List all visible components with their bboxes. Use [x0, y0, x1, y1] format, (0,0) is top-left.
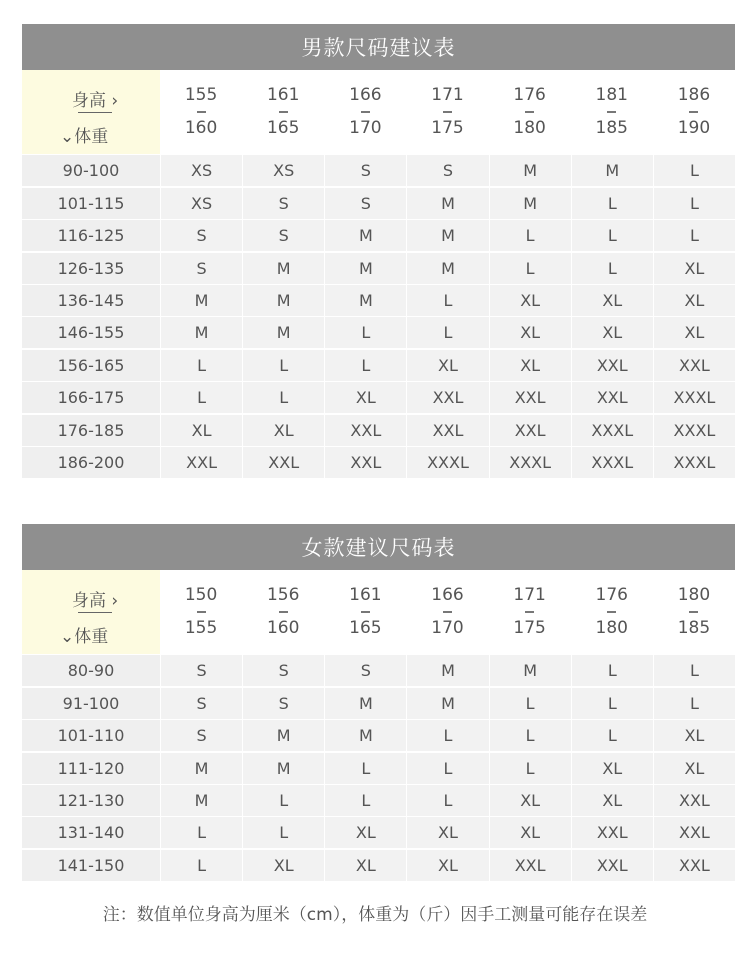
size-cell: M [407, 220, 488, 251]
size-cell: S [243, 688, 324, 719]
size-cell: XXL [243, 447, 324, 478]
table-row [22, 350, 735, 381]
weight-range-cell: 176-185 [22, 415, 160, 446]
height-range-from: 186 [677, 85, 711, 105]
size-cell: XL [325, 817, 406, 848]
height-axis-label: 身高 › [72, 591, 119, 611]
size-cell: L [325, 350, 406, 381]
size-cell: L [654, 220, 735, 251]
size-cell: XXL [490, 415, 571, 446]
size-cell: L [572, 253, 653, 284]
size-cell: XL [490, 285, 571, 316]
size-cell: L [243, 785, 324, 816]
size-cell: XXL [654, 850, 735, 881]
table-row [22, 317, 735, 348]
height-range-header [324, 70, 406, 154]
size-cell: L [161, 382, 242, 413]
size-cell: S [161, 688, 242, 719]
table-row [22, 415, 735, 446]
size-cell: XL [490, 817, 571, 848]
range-dash [279, 611, 288, 613]
size-cell: L [407, 785, 488, 816]
size-cell: S [161, 655, 242, 686]
height-range-header [489, 570, 571, 654]
size-cell: M [407, 688, 488, 719]
size-cell: XL [407, 850, 488, 881]
weight-range-cell: 101-110 [22, 720, 160, 751]
size-cell: L [243, 817, 324, 848]
size-cell: L [654, 655, 735, 686]
weight-range-cell: 156-165 [22, 350, 160, 381]
size-cell: M [407, 655, 488, 686]
size-cell: XL [654, 720, 735, 751]
size-cell: M [325, 220, 406, 251]
size-cell: L [490, 253, 571, 284]
table-row [22, 655, 735, 686]
size-cell: XXXL [572, 447, 653, 478]
height-range-from: 171 [513, 585, 546, 605]
size-cell: L [654, 688, 735, 719]
size-cell: M [243, 720, 324, 751]
size-cell: L [654, 188, 735, 219]
height-range-from: 176 [513, 85, 546, 105]
size-cell: M [490, 188, 571, 219]
size-cell: L [161, 350, 242, 381]
size-cell: XL [572, 317, 653, 348]
table-row [22, 850, 735, 881]
table-row [22, 253, 735, 284]
measurement-note: 注：数值单位身高为厘米（cm），体重为（斤）因手工测量可能存在误差 [102, 905, 648, 925]
size-cell: M [161, 753, 242, 784]
size-cell: XXL [572, 817, 653, 848]
size-cell: XL [325, 382, 406, 413]
range-dash [443, 611, 452, 613]
size-cell: XXL [325, 447, 406, 478]
size-cell: XXL [654, 350, 735, 381]
size-cell: XL [325, 850, 406, 881]
height-range-header [406, 70, 488, 154]
size-cell: M [161, 285, 242, 316]
weight-range-cell: 121-130 [22, 785, 160, 816]
size-cell: XXL [407, 415, 488, 446]
men-corner-cell [22, 70, 160, 154]
size-cell: L [572, 188, 653, 219]
size-cell: XL [490, 317, 571, 348]
size-cell: XL [572, 285, 653, 316]
size-cell: S [243, 220, 324, 251]
size-cell: L [407, 720, 488, 751]
size-cell: XXL [407, 382, 488, 413]
weight-range-cell: 186-200 [22, 447, 160, 478]
size-cell: XXL [572, 350, 653, 381]
size-cell: S [243, 188, 324, 219]
table-row [22, 155, 735, 186]
range-dash [197, 611, 206, 613]
height-range-to: 185 [595, 118, 628, 138]
height-range-to: 175 [513, 618, 546, 638]
weight-range-cell: 141-150 [22, 850, 160, 881]
table-row [22, 285, 735, 316]
size-cell: M [243, 253, 324, 284]
size-cell: L [325, 317, 406, 348]
men-header-row [22, 70, 735, 154]
size-cell: XL [654, 317, 735, 348]
women-header-row [22, 570, 735, 654]
size-cell: XXXL [654, 447, 735, 478]
height-range-from: 180 [677, 585, 711, 605]
height-range-from: 171 [431, 85, 464, 105]
height-range-to: 185 [677, 618, 711, 638]
height-range-header [571, 570, 653, 654]
table-row [22, 753, 735, 784]
women-table-title: 女款建议尺码表 [22, 524, 735, 570]
height-range-from: 150 [184, 585, 218, 605]
size-cell: XL [654, 285, 735, 316]
weight-range-cell: 111-120 [22, 753, 160, 784]
size-cell: XS [161, 155, 242, 186]
size-cell: XL [572, 785, 653, 816]
size-cell: XL [654, 753, 735, 784]
height-range-header [160, 570, 242, 654]
weight-axis-label: ⌄体重 [60, 127, 109, 147]
size-cell: L [490, 688, 571, 719]
range-dash [525, 611, 534, 613]
weight-axis-label: ⌄体重 [60, 627, 109, 647]
height-range-from: 156 [266, 585, 300, 605]
range-dash [689, 111, 698, 113]
size-cell: S [407, 155, 488, 186]
table-row [22, 447, 735, 478]
height-range-from: 155 [184, 85, 218, 105]
corner-divider [78, 612, 112, 613]
size-cell: S [161, 220, 242, 251]
women-size-table [22, 524, 735, 881]
size-cell: XL [490, 350, 571, 381]
height-range-to: 155 [184, 618, 218, 638]
table-row [22, 817, 735, 848]
size-cell: S [325, 188, 406, 219]
size-cell: L [572, 688, 653, 719]
height-range-to: 180 [595, 618, 628, 638]
height-range-header [242, 70, 324, 154]
size-cell: XXL [572, 850, 653, 881]
height-range-header [160, 70, 242, 154]
size-cell: XXL [325, 415, 406, 446]
size-cell: L [407, 317, 488, 348]
size-cell: M [325, 285, 406, 316]
height-range-header [571, 70, 653, 154]
size-cell: L [490, 753, 571, 784]
range-dash [197, 111, 206, 113]
size-cell: XXL [654, 817, 735, 848]
weight-range-cell: 90-100 [22, 155, 160, 186]
size-cell: L [572, 655, 653, 686]
size-cell: L [243, 350, 324, 381]
men-table-title: 男款尺码建议表 [22, 24, 735, 70]
size-cell: L [572, 720, 653, 751]
height-range-from: 166 [431, 585, 464, 605]
size-cell: XXL [161, 447, 242, 478]
range-dash [361, 611, 370, 613]
size-cell: XXL [572, 382, 653, 413]
height-range-to: 170 [431, 618, 464, 638]
size-cell: XL [572, 753, 653, 784]
size-cell: XL [407, 817, 488, 848]
height-range-from: 161 [266, 85, 300, 105]
weight-range-cell: 166-175 [22, 382, 160, 413]
size-cell: M [407, 188, 488, 219]
size-cell: XL [161, 415, 242, 446]
height-range-from: 161 [349, 585, 382, 605]
size-cell: XL [654, 253, 735, 284]
range-dash [607, 111, 616, 113]
weight-range-cell: 80-90 [22, 655, 160, 686]
height-range-header [489, 70, 571, 154]
women-corner-cell [22, 570, 160, 654]
size-cell: XL [243, 850, 324, 881]
range-dash [279, 111, 288, 113]
size-cell: L [407, 753, 488, 784]
size-cell: L [654, 155, 735, 186]
table-row [22, 720, 735, 751]
size-cell: L [325, 785, 406, 816]
weight-range-cell: 91-100 [22, 688, 160, 719]
size-cell: M [325, 253, 406, 284]
height-range-to: 180 [513, 118, 546, 138]
size-cell: L [490, 220, 571, 251]
size-cell: M [407, 253, 488, 284]
size-cell: XXL [654, 785, 735, 816]
range-dash [525, 111, 534, 113]
size-cell: XXL [490, 850, 571, 881]
height-range-to: 170 [349, 118, 382, 138]
height-range-to: 175 [431, 118, 464, 138]
size-cell: M [243, 753, 324, 784]
size-cell: S [161, 253, 242, 284]
size-cell: S [243, 655, 324, 686]
height-range-from: 176 [595, 585, 628, 605]
height-range-from: 181 [595, 85, 628, 105]
size-cell: XXXL [572, 415, 653, 446]
range-dash [361, 111, 370, 113]
height-range-header [653, 570, 735, 654]
weight-range-cell: 146-155 [22, 317, 160, 348]
size-cell: M [490, 155, 571, 186]
weight-range-cell: 131-140 [22, 817, 160, 848]
height-range-header [242, 570, 324, 654]
size-cell: XS [243, 155, 324, 186]
size-cell: XL [490, 785, 571, 816]
size-cell: S [325, 155, 406, 186]
size-cell: XXL [490, 382, 571, 413]
size-cell: M [490, 655, 571, 686]
table-row [22, 785, 735, 816]
size-cell: XXXL [407, 447, 488, 478]
size-cell: L [407, 285, 488, 316]
size-cell: M [325, 688, 406, 719]
size-cell: M [243, 317, 324, 348]
range-dash [443, 111, 452, 113]
height-range-to: 160 [184, 118, 218, 138]
size-cell: S [325, 655, 406, 686]
height-axis-label: 身高 › [72, 91, 119, 111]
height-range-header [406, 570, 488, 654]
size-cell: M [161, 317, 242, 348]
range-dash [607, 611, 616, 613]
range-dash [689, 611, 698, 613]
men-size-table [22, 24, 735, 478]
size-cell: XXXL [654, 382, 735, 413]
size-cell: M [243, 285, 324, 316]
height-range-to: 165 [266, 118, 300, 138]
height-range-header [324, 570, 406, 654]
size-cell: XXXL [654, 415, 735, 446]
weight-range-cell: 136-145 [22, 285, 160, 316]
height-range-from: 166 [349, 85, 382, 105]
table-row [22, 382, 735, 413]
weight-range-cell: 101-115 [22, 188, 160, 219]
height-range-header [653, 70, 735, 154]
size-cell: L [243, 382, 324, 413]
size-cell: L [490, 720, 571, 751]
table-row [22, 188, 735, 219]
height-range-to: 160 [266, 618, 300, 638]
size-cell: M [161, 785, 242, 816]
size-cell: XL [243, 415, 324, 446]
weight-range-cell: 126-135 [22, 253, 160, 284]
size-cell: M [572, 155, 653, 186]
corner-divider [78, 112, 112, 113]
size-cell: XS [161, 188, 242, 219]
size-cell: L [161, 850, 242, 881]
table-row [22, 220, 735, 251]
size-cell: XXXL [490, 447, 571, 478]
size-cell: L [161, 817, 242, 848]
height-range-to: 190 [677, 118, 711, 138]
table-row [22, 688, 735, 719]
size-cell: XL [407, 350, 488, 381]
size-cell: M [325, 720, 406, 751]
size-cell: S [161, 720, 242, 751]
height-range-to: 165 [349, 618, 382, 638]
size-cell: L [572, 220, 653, 251]
size-cell: L [325, 753, 406, 784]
weight-range-cell: 116-125 [22, 220, 160, 251]
